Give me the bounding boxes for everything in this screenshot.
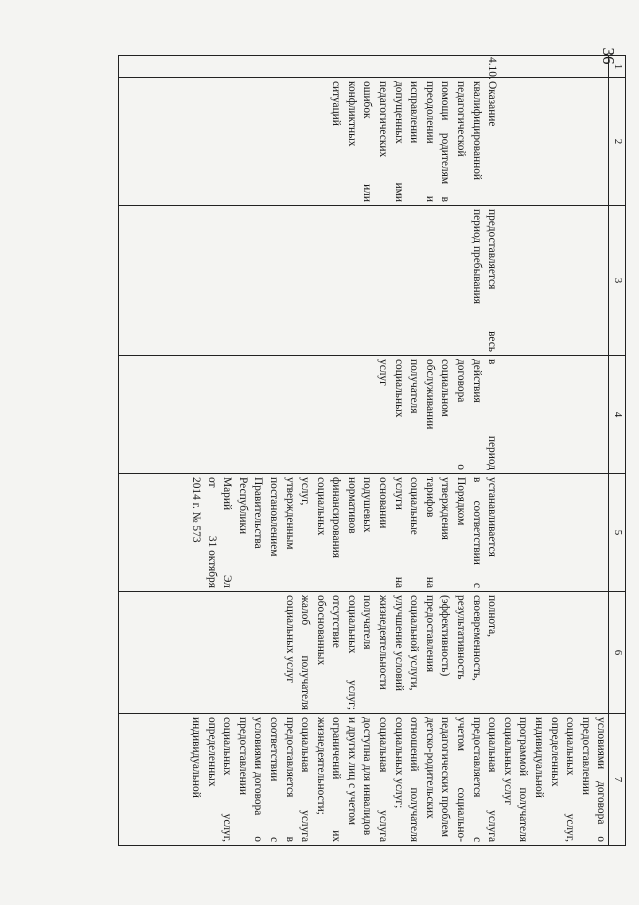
- text-line: [343, 81, 359, 202]
- text-line: [281, 595, 297, 710]
- text-word: Эл: [221, 574, 234, 588]
- text-line: [250, 477, 266, 588]
- text-word: педагогических проблем: [439, 717, 452, 837]
- text-line: [452, 359, 468, 470]
- text-word: 31 октября: [205, 535, 218, 588]
- cont-cell-5: [499, 474, 609, 592]
- text-line: [484, 81, 500, 202]
- text-word: определенных: [205, 717, 218, 787]
- text-word: устанавливается: [486, 477, 499, 557]
- text-line: [390, 717, 406, 842]
- text-line: [468, 477, 484, 588]
- header-col-3: 3: [609, 206, 626, 356]
- text-word: услуг,: [564, 813, 577, 842]
- text-word: утвержденным: [283, 477, 296, 550]
- text-word: предоставления: [423, 595, 436, 673]
- text-line: [406, 359, 422, 470]
- page-number: 36: [599, 47, 618, 65]
- text-word: период: [486, 435, 499, 470]
- text-word: программой: [517, 717, 530, 777]
- service-conditions-text: [187, 717, 499, 842]
- text-word: квалифицированной: [470, 81, 483, 181]
- text-word: услуг;: [345, 680, 358, 710]
- text-line: [499, 717, 515, 842]
- row-number: [119, 56, 500, 78]
- text-line: [343, 717, 359, 842]
- text-word: и других лиц с учетом: [345, 717, 358, 825]
- row-number-text: 4.10.: [486, 57, 499, 80]
- text-line: [484, 595, 500, 710]
- text-line: [421, 359, 437, 470]
- text-word: социальных: [564, 717, 577, 776]
- text-word: договора: [455, 359, 468, 403]
- text-word: в: [283, 836, 296, 842]
- text-line: [421, 477, 437, 588]
- service-term-text: [375, 359, 500, 470]
- text-word: получателя: [517, 787, 530, 842]
- text-line: [234, 477, 250, 588]
- cont-cell-4: [499, 356, 609, 474]
- text-line: [406, 717, 422, 842]
- text-line: [359, 717, 375, 842]
- text-word: жизнедеятельности;: [314, 717, 327, 815]
- text-line: [359, 477, 375, 588]
- text-line: [546, 717, 562, 842]
- text-line: [406, 477, 422, 588]
- text-word: ситуаций: [330, 81, 343, 126]
- text-word: услуга: [377, 810, 390, 842]
- text-word: полнота,: [486, 595, 499, 637]
- text-line: [468, 81, 484, 202]
- header-col-5: 5: [609, 474, 626, 592]
- text-word: ошибок: [361, 81, 374, 119]
- text-line: [421, 81, 437, 202]
- services-table: [118, 55, 626, 846]
- text-word: допущенных: [392, 81, 405, 144]
- text-word: жизнедеятельности: [377, 595, 390, 690]
- text-word: подушевых: [361, 477, 374, 533]
- text-word: с: [267, 836, 280, 842]
- text-word: условиями договора: [252, 717, 265, 816]
- text-word: услуги: [392, 477, 405, 510]
- text-line: [203, 477, 219, 588]
- text-word: утверждения: [439, 477, 452, 540]
- text-word: индивидуальной: [189, 717, 202, 798]
- service-period-cell: [119, 206, 500, 356]
- header-col-7: 7: [609, 714, 626, 846]
- header-col-6: 6: [609, 592, 626, 714]
- text-line: [359, 81, 375, 202]
- text-word: определенных: [548, 717, 561, 787]
- text-line: [390, 595, 406, 710]
- text-line: [390, 477, 406, 588]
- text-word: педагогических: [377, 81, 390, 158]
- text-word: (эффективность): [439, 595, 452, 677]
- text-line: [375, 717, 391, 842]
- text-line: [281, 717, 297, 842]
- text-word: в: [486, 359, 499, 365]
- text-word: их: [330, 830, 343, 842]
- text-word: на: [392, 576, 405, 588]
- text-word: услуга: [486, 810, 499, 842]
- header-row: [609, 56, 626, 846]
- text-line: [437, 717, 453, 842]
- text-word: соответствии: [470, 500, 483, 565]
- text-word: социальных: [345, 595, 358, 654]
- header-col-1: 1: [609, 56, 626, 78]
- text-word: социально-: [455, 787, 468, 842]
- text-word: Марий: [221, 477, 234, 511]
- text-line: [452, 477, 468, 588]
- text-line: [390, 81, 406, 202]
- text-line: [375, 81, 391, 202]
- text-word: о: [595, 836, 608, 842]
- text-line: [452, 595, 468, 710]
- text-word: услуг,: [221, 813, 234, 842]
- text-line: [437, 595, 453, 710]
- text-line: [297, 477, 313, 588]
- text-line: [593, 717, 609, 842]
- text-word: условиями: [595, 717, 608, 770]
- text-line: [375, 477, 391, 588]
- text-word: тарифов: [423, 477, 436, 518]
- text-line: [312, 477, 328, 588]
- text-word: предоставлении: [579, 717, 592, 795]
- text-word: обслуживании: [423, 359, 436, 430]
- text-word: социальная: [486, 717, 499, 773]
- service-tariff-cell: [119, 474, 500, 592]
- text-line: [265, 477, 281, 588]
- text-word: предоставляется: [470, 717, 483, 798]
- text-word: ими: [392, 182, 405, 202]
- text-line: [452, 717, 468, 842]
- text-line: [577, 717, 593, 842]
- text-line: [484, 209, 500, 352]
- text-word: о: [252, 836, 265, 842]
- text-word: весь: [486, 331, 499, 352]
- text-word: доступна для инвалидов: [361, 717, 374, 836]
- text-line: [328, 477, 344, 588]
- text-word: нормативов: [345, 477, 358, 534]
- service-quality-text: [281, 595, 499, 710]
- text-word: услуг,: [299, 477, 312, 506]
- rotated-table-container: [116, 55, 626, 845]
- text-line: [343, 477, 359, 588]
- text-word: социальная: [377, 717, 390, 773]
- text-word: педагогической: [455, 81, 468, 157]
- text-word: предоставляется: [486, 209, 499, 290]
- text-word: социальных услуг: [283, 595, 296, 684]
- text-word: результативность: [455, 595, 468, 680]
- text-word: и: [423, 195, 436, 202]
- text-word: предоставлении: [236, 717, 249, 795]
- text-line: [468, 595, 484, 710]
- text-word: социальной услуги,: [408, 595, 421, 691]
- text-word: индивидуальной: [533, 717, 546, 798]
- text-word: с: [470, 582, 483, 588]
- text-word: предоставляется: [283, 717, 296, 798]
- text-line: [265, 717, 281, 842]
- text-word: социальных: [314, 477, 327, 536]
- text-word: 2014 г. № 573: [189, 477, 202, 543]
- text-word: действия: [470, 359, 483, 403]
- text-line: [421, 595, 437, 710]
- text-word: получателя: [408, 787, 421, 842]
- text-line: [437, 477, 453, 588]
- text-line: [390, 359, 406, 470]
- text-line: [515, 717, 531, 842]
- text-word: помощи: [439, 81, 452, 121]
- text-line: [421, 717, 437, 842]
- text-word: период пребывания: [470, 209, 483, 304]
- text-word: социальных: [392, 359, 405, 418]
- text-word: в: [439, 196, 452, 202]
- cont-cell-2: [499, 78, 609, 206]
- text-word: исправлении: [408, 81, 421, 144]
- text-word: о: [455, 464, 468, 470]
- text-word: с: [470, 836, 483, 842]
- text-line: [203, 717, 219, 842]
- text-word: социальные: [408, 477, 421, 535]
- text-word: Республики: [236, 477, 249, 535]
- header-col-2: 2: [609, 78, 626, 206]
- service-term-cell: [119, 356, 500, 474]
- text-line: [375, 595, 391, 710]
- text-line: [328, 717, 344, 842]
- text-word: Правительства: [252, 477, 265, 549]
- bottom-rule: [118, 56, 119, 846]
- text-word: социальная: [299, 717, 312, 773]
- text-word: основании: [377, 477, 390, 529]
- text-line: [468, 209, 484, 352]
- header-col-4: 4: [609, 356, 626, 474]
- service-name-cell: [119, 78, 500, 206]
- service-period-text: [468, 209, 499, 352]
- text-word: получателя: [408, 359, 421, 414]
- text-line: [484, 359, 500, 470]
- text-line: [437, 81, 453, 202]
- text-line: [297, 717, 313, 842]
- table-bottom-border: [118, 56, 119, 846]
- text-word: жалоб: [299, 595, 312, 626]
- text-line: [437, 359, 453, 470]
- text-word: социальных услуг;: [392, 717, 405, 809]
- text-word: на: [423, 576, 436, 588]
- text-line: [452, 81, 468, 202]
- text-word: услуг: [377, 359, 390, 386]
- text-word: учетом: [455, 717, 468, 751]
- text-line: [219, 717, 235, 842]
- text-word: отношений: [408, 717, 421, 772]
- text-word: улучшение условий: [392, 595, 405, 691]
- text-word: получателя: [299, 655, 312, 710]
- text-word: Порядком: [455, 477, 468, 526]
- text-word: родителям: [439, 132, 452, 185]
- cont-cell-1: [499, 56, 609, 78]
- service-quality-cell: [119, 592, 500, 714]
- text-word: социальном: [439, 359, 452, 417]
- text-line: [281, 477, 297, 588]
- text-word: преодолении: [423, 81, 436, 144]
- text-line: [250, 717, 266, 842]
- text-line: [328, 81, 344, 202]
- text-line: [484, 717, 500, 842]
- text-line: [343, 595, 359, 710]
- text-word: конфликтных: [345, 81, 358, 147]
- text-line: [406, 81, 422, 202]
- text-word: от: [205, 477, 218, 488]
- text-line: [375, 359, 391, 470]
- text-word: отсутствие: [330, 595, 343, 648]
- text-word: услуга: [299, 810, 312, 842]
- cont-cell-3: [499, 206, 609, 356]
- text-line: [530, 717, 546, 842]
- text-line: [468, 717, 484, 842]
- cont-col7-text: [499, 717, 608, 842]
- text-word: социальных услуг: [501, 717, 514, 806]
- text-word: своевременность,: [470, 595, 483, 681]
- text-word: соответствии: [267, 717, 280, 782]
- text-line: [484, 477, 500, 588]
- text-line: [406, 595, 422, 710]
- service-tariff-text: [187, 477, 499, 588]
- text-line: [297, 595, 313, 710]
- service-conditions-cell: [119, 714, 500, 846]
- text-word: или: [361, 184, 374, 202]
- cont-cell-6: [499, 592, 609, 714]
- text-line: [234, 717, 250, 842]
- text-word: постановлением: [267, 477, 280, 557]
- text-line: [187, 477, 203, 588]
- continuation-row: [499, 56, 609, 846]
- text-word: в: [470, 477, 483, 483]
- text-line: [187, 717, 203, 842]
- text-word: обоснованных: [314, 595, 327, 666]
- text-word: детско-родительских: [423, 717, 436, 819]
- text-word: получателя: [361, 595, 374, 650]
- text-line: [328, 595, 344, 710]
- text-word: социальных: [221, 717, 234, 776]
- text-word: Оказание: [486, 81, 499, 127]
- text-word: договора: [595, 781, 608, 825]
- service-name-text: [328, 81, 500, 202]
- text-line: [468, 359, 484, 470]
- text-line: [219, 477, 235, 588]
- text-line: [562, 717, 578, 842]
- text-word: ограничений: [330, 717, 343, 780]
- service-row-4-10: [119, 56, 500, 846]
- text-line: [312, 595, 328, 710]
- text-word: финансирования: [330, 477, 343, 558]
- cont-cell-7: [499, 714, 609, 846]
- text-line: [312, 717, 328, 842]
- text-line: [359, 595, 375, 710]
